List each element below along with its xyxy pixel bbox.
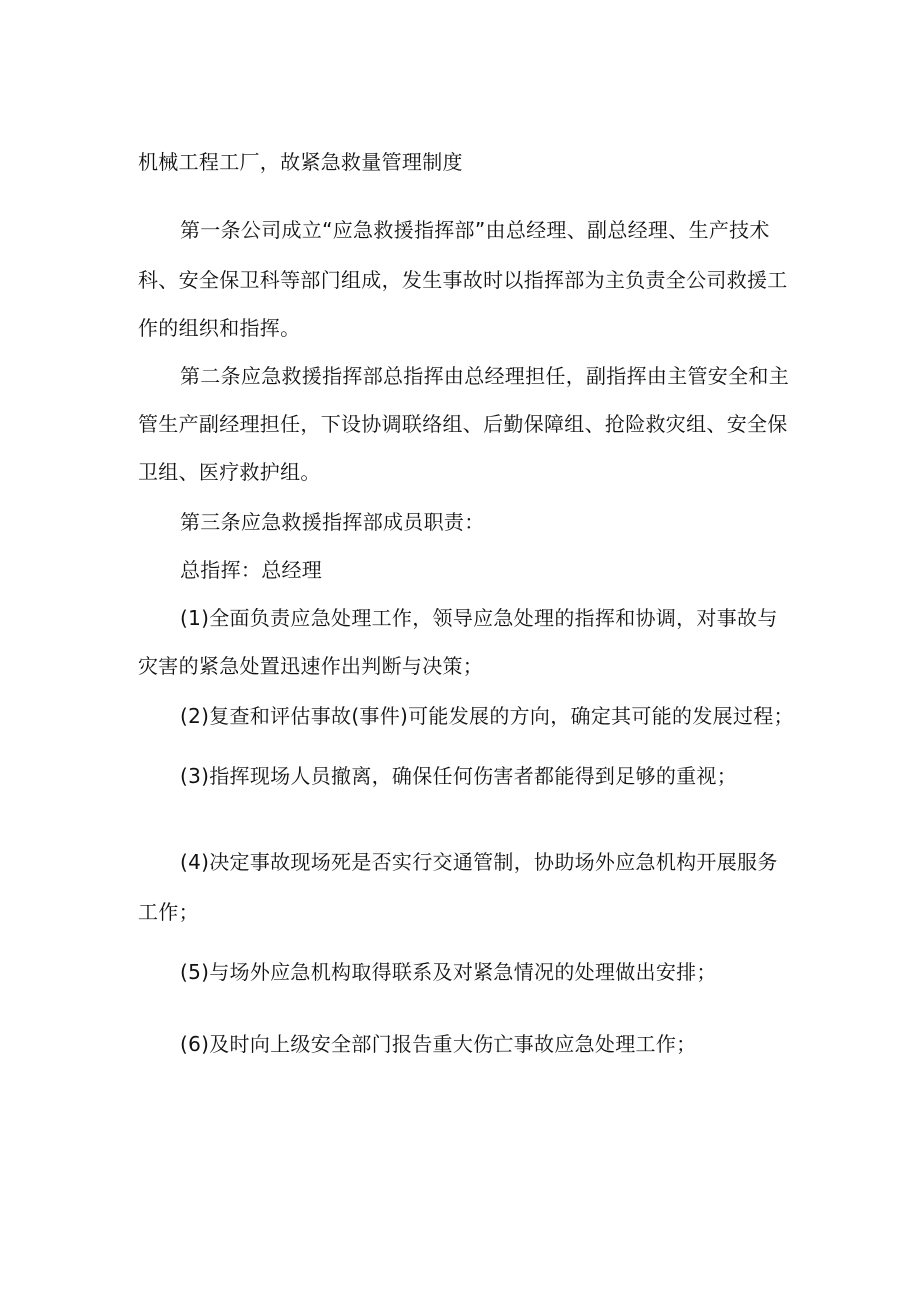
article-3-heading: 第三条应急救援指挥部成员职责： xyxy=(180,510,485,534)
article-1-line-1: 第一条公司成立“应急救援指挥部”由总经理、副总经理、生产技术 xyxy=(180,218,770,242)
article-1-line-2: 科、安全保卫科等部门组成，发生事故时以指挥部为主负责全公司救援工 xyxy=(138,268,788,292)
article-2-line-3: 卫组、医疗救护组。 xyxy=(138,460,321,484)
duty-item-1-line-2: 灾害的紧急处置迅速作出判断与决策； xyxy=(138,654,484,678)
commander-line: 总指挥：总经理 xyxy=(180,558,323,582)
duty-item-1-line-1: (1)全面负责应急处理工作，领导应急处理的指挥和协调，对事故与 xyxy=(180,606,778,630)
article-1-line-3: 作的组织和指挥。 xyxy=(138,316,301,340)
duty-item-4-line-1: (4)决定事故现场死是否实行交通管制，协助场外应急机构开展服务 xyxy=(180,850,778,874)
article-2-line-2: 管生产副经理担任，下设协调联络组、后勤保障组、抢险救灾组、安全保 xyxy=(138,412,788,436)
duty-item-6: (6)及时向上级安全部门报告重大伤亡事故应急处理工作； xyxy=(180,1032,697,1056)
duty-item-2: (2)复查和评估事故(事件)可能发展的方向，确定其可能的发展过程； xyxy=(180,704,794,728)
duty-item-3: (3)指挥现场人员撤离，确保任何伤害者都能得到足够的重视； xyxy=(180,764,738,788)
article-2-line-1: 第二条应急救援指挥部总指挥由总经理担任，副指挥由主管安全和主 xyxy=(180,364,789,388)
duty-item-5: (5)与场外应急机构取得联系及对紧急情况的处理做出安排； xyxy=(180,960,717,984)
duty-item-4-line-2: 工作； xyxy=(138,900,199,924)
document-title: 机械工程工厂，故紧急救量管理制度 xyxy=(138,150,463,174)
